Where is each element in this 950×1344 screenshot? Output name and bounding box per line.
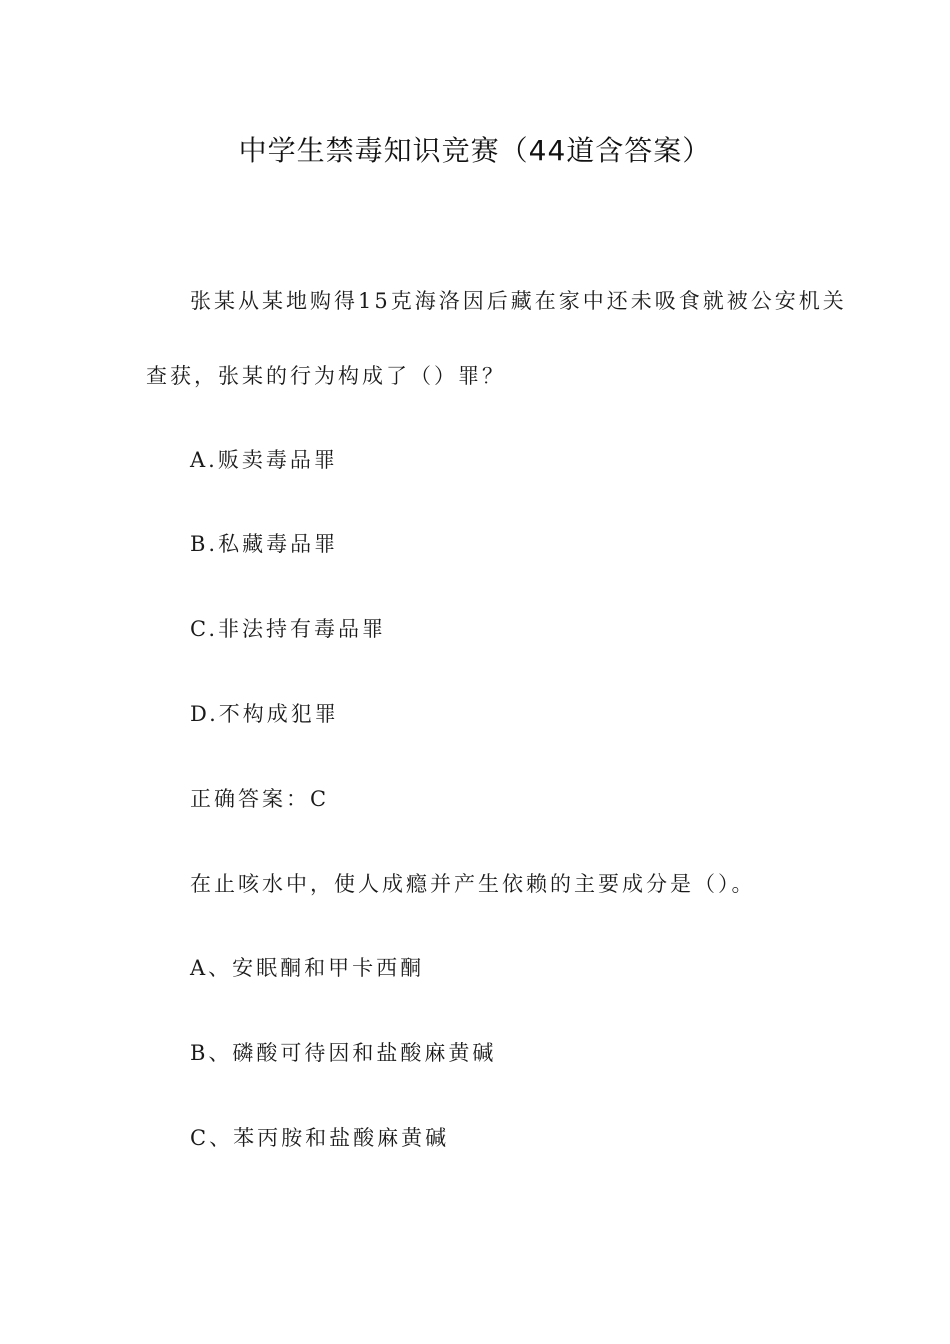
document-title: 中学生禁毒知识竞赛（44道含答案） <box>238 134 712 167</box>
question-1-stem-line-2: 查获，张某的行为构成了（）罪？ <box>146 364 506 388</box>
question-2-stem: 在止咳水中，使人成瘾并产生依赖的主要成分是（）。 <box>190 872 756 896</box>
question-1-stem-line-1: 张某从某地购得15克海洛因后藏在家中还未吸食就被公安机关 <box>190 289 847 313</box>
question-2-option-c: C、苯丙胺和盐酸麻黄碱 <box>190 1126 450 1150</box>
question-1-option-b: B.私藏毒品罪 <box>190 532 339 556</box>
question-2-option-a: A、安眠酮和甲卡西酮 <box>190 956 425 980</box>
question-1-option-a: A.贩卖毒品罪 <box>190 448 338 472</box>
question-1-answer: 正确答案：C <box>190 787 330 811</box>
question-1-option-c: C.非法持有毒品罪 <box>190 617 386 641</box>
question-2-option-b: B、磷酸可待因和盐酸麻黄碱 <box>190 1041 497 1065</box>
question-1-option-d: D.不构成犯罪 <box>190 702 339 726</box>
